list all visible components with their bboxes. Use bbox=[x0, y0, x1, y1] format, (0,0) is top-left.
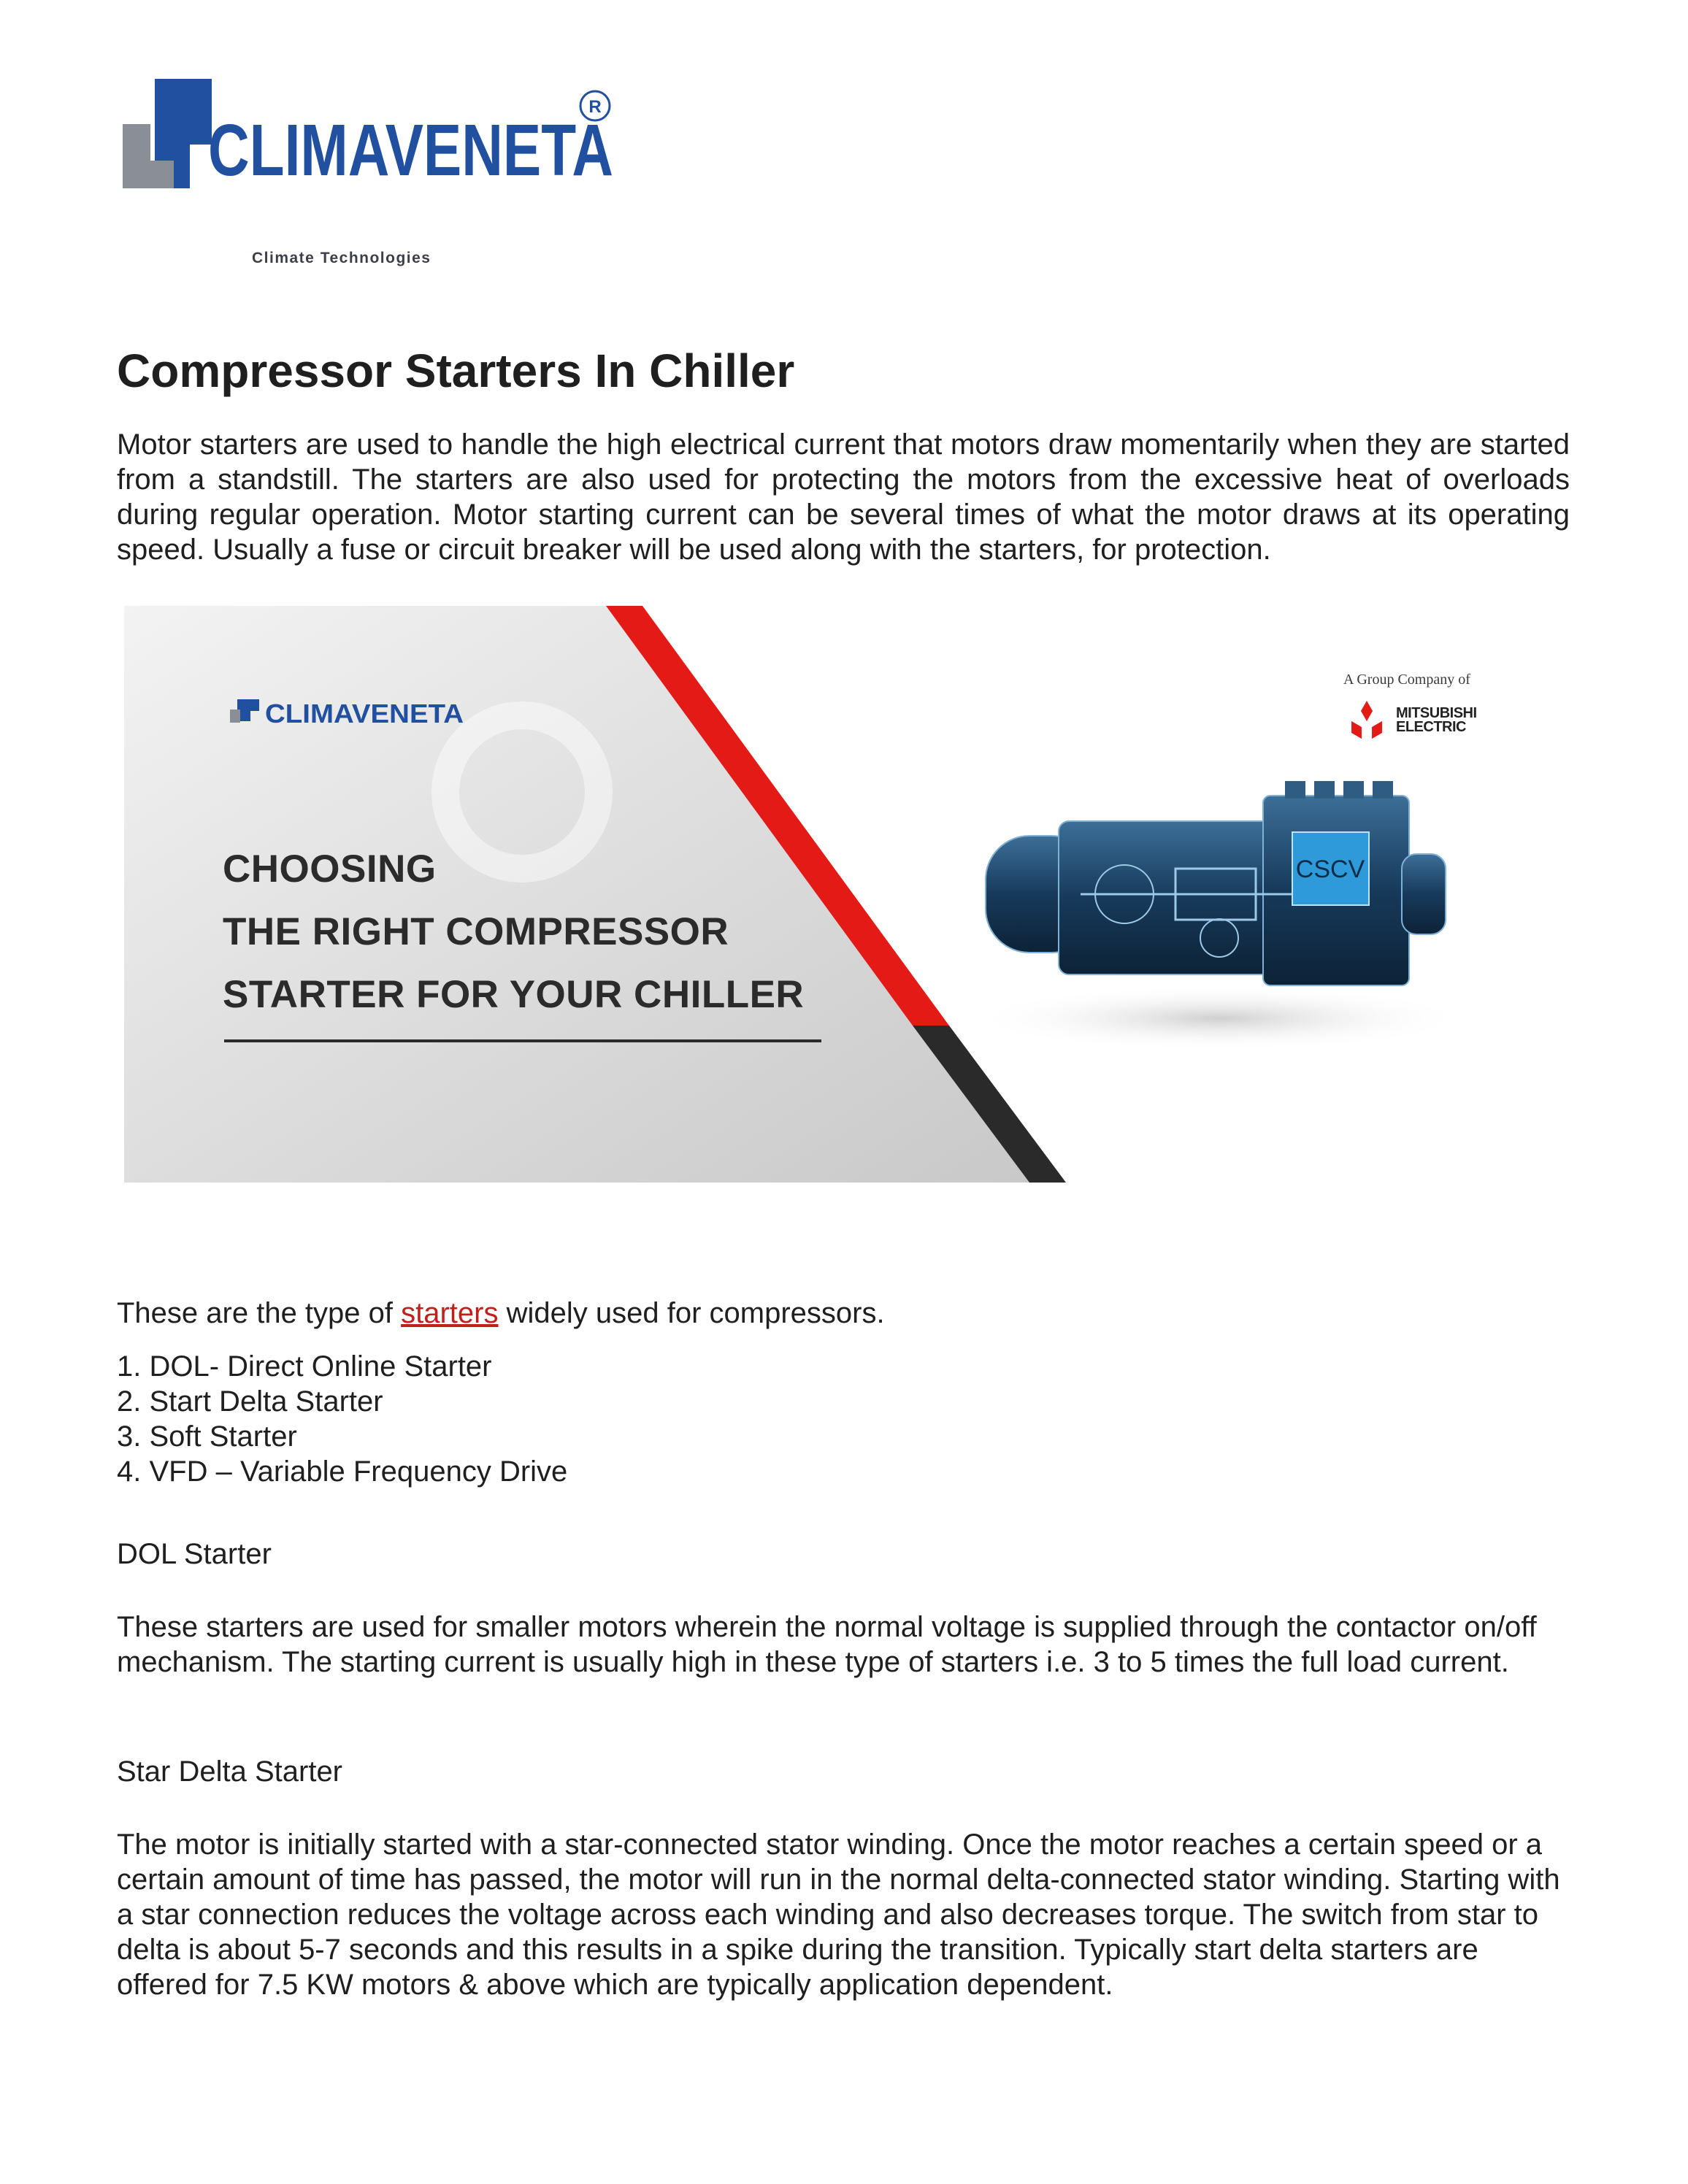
banner-underline bbox=[224, 1039, 821, 1042]
partner-line2: ELECTRIC bbox=[1396, 719, 1466, 735]
banner-headline-line: STARTER FOR YOUR CHILLER bbox=[223, 973, 805, 1016]
starter-types-intro bbox=[117, 1296, 885, 1331]
list-item: 1. DOL- Direct Online Starter bbox=[117, 1350, 492, 1383]
banner-logo-wordmark: CLIMAVENETA bbox=[265, 699, 464, 728]
starters-link[interactable]: starters bbox=[401, 1297, 499, 1329]
list-item: 2. Start Delta Starter bbox=[117, 1385, 383, 1418]
climaveneta-logo bbox=[117, 73, 628, 277]
starter-types-list bbox=[117, 1349, 567, 1489]
dol-heading: DOL Starter bbox=[117, 1538, 272, 1570]
banner-logo bbox=[230, 692, 478, 736]
star-delta-paragraph: The motor is initially started with a star-connected stator winding. Once the motor reaches a certain speed or a certain amount of time has passed, the motor will run in the normal delta-connected stator winding. Starting with a star connection reduces the voltage across each winding and also decreases torque. The switch from star to delta is about 5-7 seconds and this results in a spike during the transition. Typically start delta starters are offered for 7.5 KW motors & above which are typically application dependent. bbox=[117, 1829, 1560, 2001]
mitsubishi-electric-wordmark bbox=[1396, 707, 1477, 734]
banner-headline bbox=[223, 838, 804, 1026]
list-item: 3. Soft Starter bbox=[117, 1420, 297, 1453]
registered-mark: R bbox=[588, 97, 602, 117]
compressor-label: CSCV bbox=[1295, 855, 1365, 883]
logo-tagline: Climate Technologies bbox=[252, 250, 431, 266]
starter-types-intro-after: widely used for compressors. bbox=[498, 1297, 885, 1329]
list-item: 4. VFD – Variable Frequency Drive bbox=[117, 1456, 568, 1488]
starter-types-intro-before: These are the type of bbox=[117, 1297, 402, 1329]
dol-paragraph: These starters are used for smaller motors wherein the normal voltage is supplied through the contactor on/off mechanism. The starting current is usually high in these type of starters i.e. 3 to 5 times the full load current. bbox=[117, 1611, 1537, 1678]
banner-headline-line: CHOOSING bbox=[223, 847, 437, 891]
logo-wordmark: CLIMAVENETA bbox=[208, 109, 613, 191]
compressor-illustration bbox=[978, 781, 1460, 1015]
group-company-label: A Group Company of bbox=[1343, 672, 1470, 688]
intro-paragraph: Motor starters are used to handle the high electrical current that motors draw momentarily when they are started from a standstill. The starters are also used for protecting the motors from the excessive heat of overloads during regular operation. Motor starting current can be several times of what the motor draws at its operating speed. Usually a fuse or circuit breaker will be used along with the starters, for protection. bbox=[117, 428, 1570, 566]
banner-headline-line: THE RIGHT COMPRESSOR bbox=[223, 910, 729, 953]
star-delta-heading: Star Delta Starter bbox=[117, 1756, 343, 1788]
banner-image bbox=[124, 606, 1519, 1183]
partner-line1: MITSUBISHI bbox=[1396, 705, 1477, 721]
page-title: Compressor Starters In Chiller bbox=[117, 345, 795, 397]
